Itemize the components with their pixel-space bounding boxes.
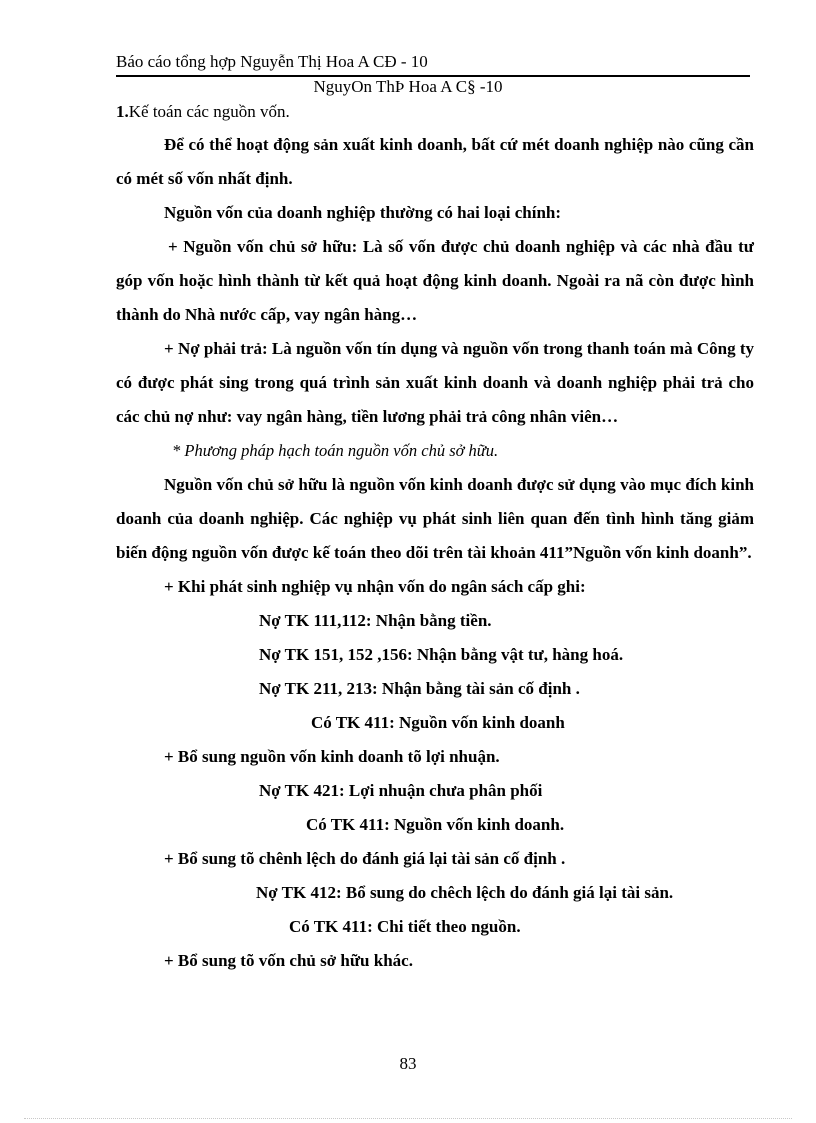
section-title: Kế toán các nguồn vốn. (128, 102, 290, 121)
page-header-subtitle: NguyOn ThÞ Hoa A C§ -10 (313, 77, 503, 96)
paragraph-owner-capital: Nguồn vốn chủ sở hữu là nguồn vốn kinh doanh được sử dụng vào mục đích kinh doanh của doanh nghiệp. Các nghiệp vụ phát sinh liên quan đến tình hình tăng giảm biến động nguồn vốn được kế toán theo dõi trên tài khoản 411”Nguồn vốn kinh doanh”. (116, 475, 754, 562)
entry-credit-411: Có TK 411: Nguồn vốn kinh doanh (311, 713, 565, 732)
section-heading (116, 100, 754, 124)
entry-case-other-equity: + Bổ sung tõ vốn chủ sở hữu khác. (164, 951, 413, 970)
entry-debit-412: Nợ TK 412: Bổ sung do chêch lệch do đánh giá lại tài sản. (256, 883, 674, 902)
method-heading: * Phương pháp hạch toán nguồn vốn chủ sở hữu. (172, 441, 499, 460)
entry-debit-fixed-assets: Nợ TK 211, 213: Nhận bằng tài sản cố định . (259, 679, 580, 698)
page-bottom-border (24, 1118, 792, 1119)
section-number: 1. (116, 102, 129, 121)
paragraph-intro: Để có thể hoạt động sản xuất kinh doanh, bất cứ mét doanh nghiệp nào cũng cần có mét số vốn nhất định. (116, 135, 754, 188)
document-body (116, 100, 754, 978)
entry-case-budget: + Khi phát sinh nghiệp vụ nhận vốn do ngân sách cấp ghi: (164, 577, 586, 596)
entry-case-revaluation: + Bổ sung tõ chênh lệch do đánh giá lại tài sản cố định . (164, 849, 566, 868)
entry-debit-421: Nợ TK 421: Lợi nhuận chưa phân phối (259, 781, 543, 800)
entry-debit-goods: Nợ TK 151, 152 ,156: Nhận bằng vật tư, hàng hoá. (259, 645, 624, 664)
entry-credit-411-detail: Có TK 411: Chi tiết theo nguồn. (289, 917, 521, 936)
paragraph-owner-equity: + Nguồn vốn chủ sở hữu: Là số vốn được chủ doanh nghiệp và các nhà đầu tư góp vốn hoặc hình thành từ kết quả hoạt động kinh doanh. Ngoài ra nã còn được hình thành do Nhà nước cấp, vay ngân hàng… (116, 237, 754, 324)
page-number: 83 (399, 1054, 417, 1073)
page-header-title: Báo cáo tổng hợp Nguyễn Thị Hoa A CĐ - 10 (116, 52, 428, 71)
entry-case-profit: + Bổ sung nguồn vốn kinh doanh tõ lợi nhuận. (164, 747, 500, 766)
entry-credit-411-profit: Có TK 411: Nguồn vốn kinh doanh. (306, 815, 565, 834)
paragraph-capital-types: Nguồn vốn của doanh nghiệp thường có hai loại chính: (164, 203, 562, 222)
paragraph-liabilities: + Nợ phải trả: Là nguồn vốn tín dụng và nguồn vốn trong thanh toán mà Công ty có được phát sing trong quá trình sản xuất kinh doanh và doanh nghiệp phải trả cho các chủ nợ như: vay ngân hàng, tiền lương phải trả công nhân viên… (116, 339, 754, 426)
entry-debit-cash: Nợ TK 111,112: Nhận bằng tiền. (259, 611, 492, 630)
